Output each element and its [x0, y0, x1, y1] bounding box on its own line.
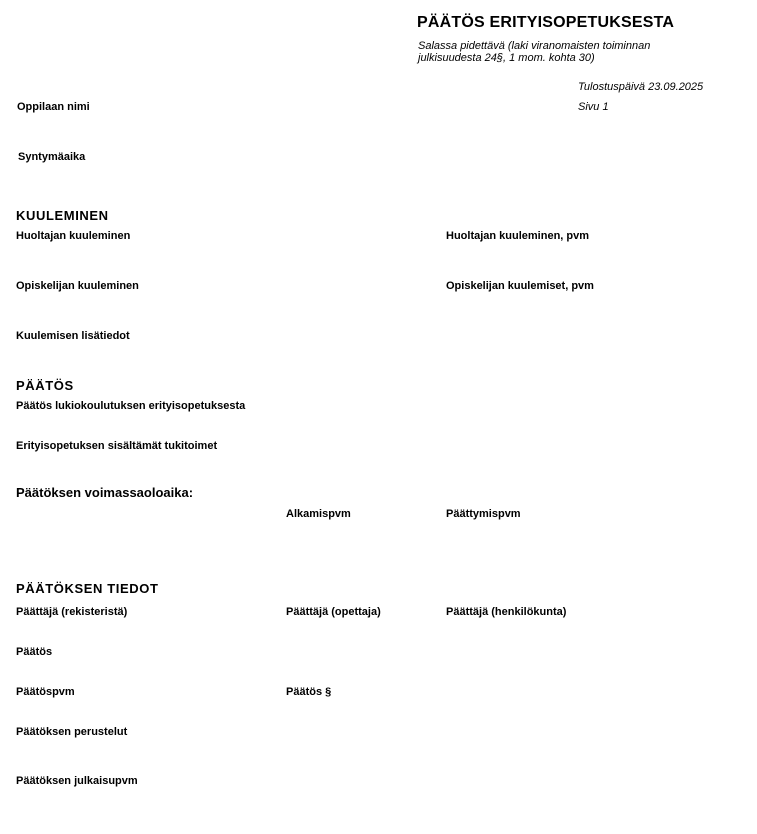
support-measures-label: Erityisopetuksen sisältämät tukitoimet [16, 440, 218, 452]
decision-publication-date-label: Päätöksen julkaisupvm [16, 775, 138, 787]
birthdate-label: Syntymäaika [18, 151, 86, 163]
guardian-hearing-label: Huoltajan kuuleminen [16, 230, 131, 242]
decision-maker-registry-label: Päättäjä (rekisteristä) [16, 606, 128, 618]
hearing-extra-info-label: Kuulemisen lisätiedot [16, 330, 130, 342]
start-date-label: Alkamispvm [286, 508, 351, 520]
decision-maker-staff-label: Päättäjä (henkilökunta) [446, 606, 567, 618]
student-hearing-label: Opiskelijan kuuleminen [16, 280, 139, 292]
student-name-label: Oppilaan nimi [17, 101, 90, 113]
decision-section-label: Päätös § [286, 686, 332, 698]
hearing-heading: KUULEMINEN [16, 208, 109, 223]
decision-maker-teacher-label: Päättäjä (opettaja) [286, 606, 381, 618]
upper-secondary-decision-label: Päätös lukiokoulutuksen erityisopetuksesta [16, 400, 246, 412]
decision-date-label: Päätöspvm [16, 686, 75, 698]
confidentiality-note-line-2: julkisuudesta 24§, 1 mom. kohta 30) [418, 52, 595, 64]
student-hearing-date-label: Opiskelijan kuulemiset, pvm [446, 280, 594, 292]
document-title: PÄÄTÖS ERITYISOPETUKSESTA [417, 14, 675, 31]
validity-heading: Päätöksen voimassaoloaika: [16, 485, 194, 500]
decision-justification-label: Päätöksen perustelut [16, 726, 128, 738]
confidentiality-note-line-1: Salassa pidettävä (laki viranomaisten toiminnan [418, 40, 651, 52]
decision-details-heading: PÄÄTÖKSEN TIEDOT [16, 581, 159, 596]
end-date-label: Päättymispvm [446, 508, 521, 520]
guardian-hearing-date-label: Huoltajan kuuleminen, pvm [446, 230, 590, 242]
decision-heading: PÄÄTÖS [16, 378, 74, 393]
page-number: Sivu 1 [578, 101, 609, 113]
decision-label: Päätös [16, 646, 53, 658]
print-date: Tulostuspäivä 23.09.2025 [578, 81, 704, 93]
